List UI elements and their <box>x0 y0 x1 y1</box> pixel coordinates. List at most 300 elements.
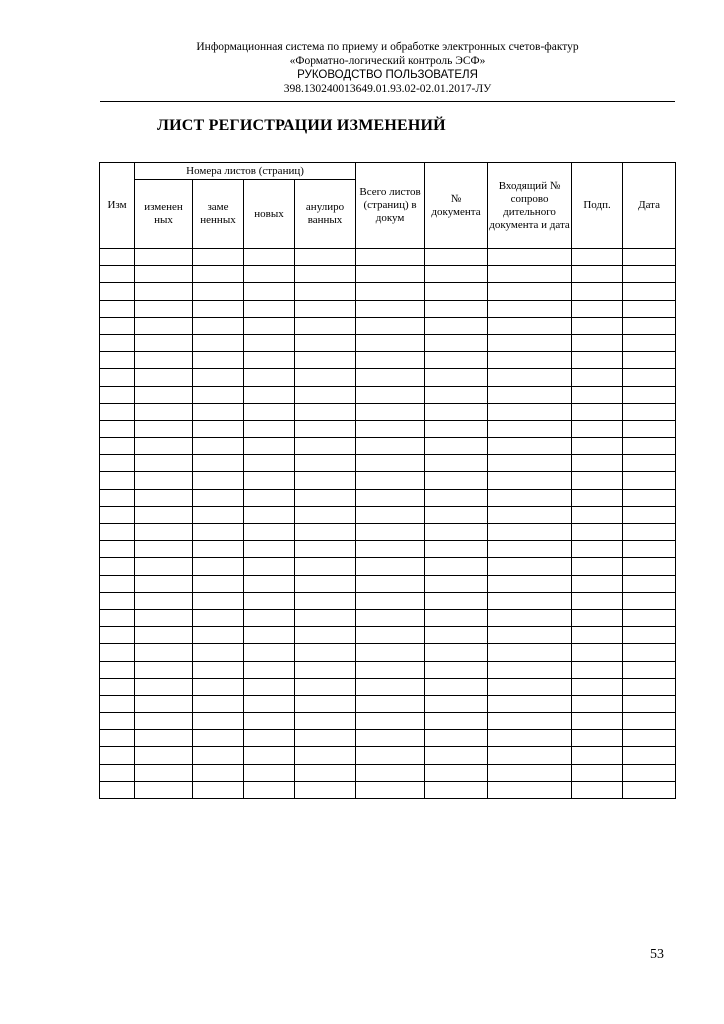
table-cell <box>193 695 244 712</box>
table-cell <box>488 541 572 558</box>
table-cell <box>244 695 295 712</box>
table-cell <box>623 678 676 695</box>
table-cell <box>295 609 356 626</box>
table-row <box>100 403 676 420</box>
table-row <box>100 300 676 317</box>
table-cell <box>295 369 356 386</box>
table-cell <box>193 403 244 420</box>
table-cell <box>356 249 425 266</box>
table-cell <box>488 747 572 764</box>
table-cell <box>244 558 295 575</box>
table-cell <box>295 283 356 300</box>
table-cell <box>425 524 488 541</box>
table-cell <box>623 747 676 764</box>
table-cell <box>356 352 425 369</box>
table-cell <box>193 455 244 472</box>
table-cell <box>623 420 676 437</box>
table-row <box>100 627 676 644</box>
table-cell <box>572 369 623 386</box>
table-cell <box>135 781 193 798</box>
table-row <box>100 558 676 575</box>
table-cell <box>100 438 135 455</box>
table-cell <box>135 678 193 695</box>
table-cell <box>135 300 193 317</box>
table-cell <box>425 609 488 626</box>
table-cell <box>488 558 572 575</box>
table-row <box>100 249 676 266</box>
table-cell <box>295 472 356 489</box>
table-cell <box>295 524 356 541</box>
table-cell <box>244 438 295 455</box>
table-cell <box>425 283 488 300</box>
table-cell <box>623 781 676 798</box>
table-cell <box>572 730 623 747</box>
table-row <box>100 713 676 730</box>
table-cell <box>623 283 676 300</box>
table-cell <box>193 420 244 437</box>
table-cell <box>572 644 623 661</box>
table-cell <box>623 266 676 283</box>
table-cell <box>425 747 488 764</box>
table-cell <box>135 438 193 455</box>
table-cell <box>488 661 572 678</box>
table-cell <box>100 575 135 592</box>
table-cell <box>100 609 135 626</box>
table-cell <box>623 730 676 747</box>
table-row <box>100 455 676 472</box>
table-cell <box>356 575 425 592</box>
table-cell <box>425 695 488 712</box>
table-cell <box>244 644 295 661</box>
table-cell <box>488 249 572 266</box>
table-cell <box>135 558 193 575</box>
table-cell <box>295 438 356 455</box>
table-cell <box>623 300 676 317</box>
table-cell <box>425 386 488 403</box>
table-cell <box>425 403 488 420</box>
table-cell <box>488 300 572 317</box>
table-cell <box>295 266 356 283</box>
table-cell <box>193 438 244 455</box>
table-cell <box>623 249 676 266</box>
table-row <box>100 489 676 506</box>
table-cell <box>100 283 135 300</box>
table-cell <box>572 472 623 489</box>
col-header-document-number: № документа <box>425 163 488 249</box>
table-cell <box>356 678 425 695</box>
table-cell <box>295 541 356 558</box>
table-cell <box>295 644 356 661</box>
table-cell <box>572 249 623 266</box>
table-row <box>100 747 676 764</box>
table-cell <box>488 781 572 798</box>
table-cell <box>193 266 244 283</box>
change-registration-table <box>99 162 676 799</box>
table-cell <box>135 764 193 781</box>
table-cell <box>193 317 244 334</box>
table-cell <box>425 558 488 575</box>
table-cell <box>356 713 425 730</box>
table-cell <box>356 609 425 626</box>
table-cell <box>295 575 356 592</box>
table-cell <box>488 369 572 386</box>
table-row <box>100 764 676 781</box>
table-cell <box>135 386 193 403</box>
table-cell <box>356 506 425 523</box>
table-cell <box>425 661 488 678</box>
table-cell <box>623 524 676 541</box>
table-row <box>100 266 676 283</box>
table-cell <box>100 541 135 558</box>
table-cell <box>356 334 425 351</box>
page-title: ЛИСТ РЕГИСТРАЦИИ ИЗМЕНЕНИЙ <box>157 117 446 134</box>
table-cell <box>100 300 135 317</box>
table-cell <box>193 558 244 575</box>
table-cell <box>244 300 295 317</box>
table-cell <box>100 352 135 369</box>
table-cell <box>356 524 425 541</box>
page-number: 53 <box>650 947 664 962</box>
table-cell <box>572 678 623 695</box>
table-cell <box>135 644 193 661</box>
table-cell <box>572 524 623 541</box>
table-cell <box>488 609 572 626</box>
table-cell <box>244 369 295 386</box>
table-cell <box>100 558 135 575</box>
table-cell <box>100 317 135 334</box>
table-cell <box>244 420 295 437</box>
table-cell <box>356 472 425 489</box>
table-cell <box>425 369 488 386</box>
col-header-changed: изменен ных <box>135 180 193 249</box>
table-cell <box>623 489 676 506</box>
table-cell <box>488 317 572 334</box>
table-cell <box>295 695 356 712</box>
table-cell <box>100 369 135 386</box>
table-row <box>100 592 676 609</box>
table-cell <box>623 334 676 351</box>
table-cell <box>295 386 356 403</box>
table-cell <box>244 541 295 558</box>
table-cell <box>488 386 572 403</box>
table-cell <box>135 661 193 678</box>
table-cell <box>244 352 295 369</box>
table-cell <box>244 403 295 420</box>
table-cell <box>100 713 135 730</box>
table-cell <box>135 249 193 266</box>
table-row <box>100 575 676 592</box>
table-cell <box>100 627 135 644</box>
table-cell <box>572 541 623 558</box>
table-cell <box>488 472 572 489</box>
table-cell <box>572 575 623 592</box>
table-cell <box>623 541 676 558</box>
table-cell <box>135 592 193 609</box>
table-cell <box>135 403 193 420</box>
table-cell <box>100 403 135 420</box>
table-cell <box>356 266 425 283</box>
table-cell <box>356 455 425 472</box>
table-cell <box>425 300 488 317</box>
table-cell <box>356 386 425 403</box>
table-cell <box>295 661 356 678</box>
table-cell <box>488 678 572 695</box>
table-cell <box>295 558 356 575</box>
table-cell <box>193 541 244 558</box>
table-cell <box>244 747 295 764</box>
table-cell <box>295 506 356 523</box>
table-cell <box>572 352 623 369</box>
col-header-annulled: анулиро ванных <box>295 180 356 249</box>
table-cell <box>425 420 488 437</box>
table-cell <box>135 541 193 558</box>
table-cell <box>135 524 193 541</box>
table-body <box>100 249 676 799</box>
table-cell <box>135 489 193 506</box>
table-cell <box>193 472 244 489</box>
table-row <box>100 609 676 626</box>
table-row <box>100 644 676 661</box>
table-cell <box>356 747 425 764</box>
table-cell <box>295 352 356 369</box>
table-cell <box>295 713 356 730</box>
table-cell <box>488 352 572 369</box>
table-row <box>100 369 676 386</box>
header-subsystem-name: «Форматно-логический контроль ЭСФ» <box>289 55 486 67</box>
table-cell <box>193 575 244 592</box>
table-cell <box>193 730 244 747</box>
table-cell <box>135 506 193 523</box>
table-row <box>100 506 676 523</box>
table-cell <box>244 524 295 541</box>
table-cell <box>193 524 244 541</box>
table-cell <box>623 609 676 626</box>
table-cell <box>100 661 135 678</box>
table-cell <box>488 403 572 420</box>
table-cell <box>572 558 623 575</box>
table-cell <box>356 558 425 575</box>
table-cell <box>193 781 244 798</box>
table-cell <box>100 678 135 695</box>
table-cell <box>295 781 356 798</box>
table-cell <box>488 266 572 283</box>
table-cell <box>623 644 676 661</box>
table-cell <box>100 506 135 523</box>
table-cell <box>356 661 425 678</box>
table-cell <box>135 352 193 369</box>
table-cell <box>572 334 623 351</box>
table-cell <box>193 644 244 661</box>
table-cell <box>244 627 295 644</box>
table-cell <box>295 747 356 764</box>
table-cell <box>356 592 425 609</box>
table-cell <box>623 575 676 592</box>
table-cell <box>572 506 623 523</box>
table-cell <box>295 249 356 266</box>
table-cell <box>572 747 623 764</box>
table-cell <box>100 695 135 712</box>
table-cell <box>244 317 295 334</box>
table-cell <box>100 644 135 661</box>
table-row <box>100 386 676 403</box>
table-cell <box>135 283 193 300</box>
table-cell <box>488 627 572 644</box>
table-row <box>100 334 676 351</box>
table-cell <box>623 661 676 678</box>
table-cell <box>193 352 244 369</box>
table-row <box>100 781 676 798</box>
table-cell <box>623 558 676 575</box>
table-cell <box>244 266 295 283</box>
table-cell <box>623 627 676 644</box>
table-row <box>100 695 676 712</box>
table-cell <box>244 592 295 609</box>
table-cell <box>100 420 135 437</box>
table-cell <box>356 644 425 661</box>
table-cell <box>572 781 623 798</box>
table-cell <box>488 524 572 541</box>
table-cell <box>295 403 356 420</box>
table-cell <box>425 644 488 661</box>
table-cell <box>425 627 488 644</box>
table-cell <box>295 592 356 609</box>
table-cell <box>488 455 572 472</box>
table-row <box>100 317 676 334</box>
table-cell <box>572 266 623 283</box>
table-cell <box>100 781 135 798</box>
table-cell <box>488 575 572 592</box>
table-cell <box>100 266 135 283</box>
table-cell <box>488 334 572 351</box>
table-cell <box>244 283 295 300</box>
table-cell <box>623 695 676 712</box>
table-cell <box>572 438 623 455</box>
table-row <box>100 283 676 300</box>
table-cell <box>356 695 425 712</box>
header-system-name: Информационная система по приему и обработке электронных счетов-фактур <box>196 41 579 53</box>
table-cell <box>356 420 425 437</box>
table-cell <box>623 369 676 386</box>
table-cell <box>572 317 623 334</box>
table-cell <box>425 678 488 695</box>
table-cell <box>356 283 425 300</box>
table-cell <box>356 489 425 506</box>
table-cell <box>623 472 676 489</box>
table-cell <box>193 609 244 626</box>
table-cell <box>100 524 135 541</box>
table-cell <box>135 420 193 437</box>
table-cell <box>193 747 244 764</box>
table-cell <box>244 489 295 506</box>
table-cell <box>193 300 244 317</box>
table-cell <box>572 489 623 506</box>
table-cell <box>572 386 623 403</box>
table-cell <box>244 472 295 489</box>
table-cell <box>193 283 244 300</box>
table-cell <box>488 489 572 506</box>
table-cell <box>193 592 244 609</box>
table-cell <box>425 472 488 489</box>
table-cell <box>425 266 488 283</box>
table-row <box>100 524 676 541</box>
table-cell <box>572 403 623 420</box>
table-cell <box>295 455 356 472</box>
col-header-replaced: заме ненных <box>193 180 244 249</box>
table-cell <box>488 695 572 712</box>
table-cell <box>244 781 295 798</box>
table-cell <box>135 713 193 730</box>
table-cell <box>572 300 623 317</box>
table-cell <box>572 455 623 472</box>
table-cell <box>135 609 193 626</box>
table-cell <box>244 506 295 523</box>
table-cell <box>356 300 425 317</box>
document-header <box>100 40 675 96</box>
table-cell <box>193 489 244 506</box>
table-cell <box>193 249 244 266</box>
table-cell <box>193 506 244 523</box>
table-cell <box>135 266 193 283</box>
table-row <box>100 541 676 558</box>
table-cell <box>356 730 425 747</box>
table-cell <box>572 713 623 730</box>
table-cell <box>356 317 425 334</box>
table-cell <box>488 438 572 455</box>
table-cell <box>244 764 295 781</box>
table-cell <box>572 283 623 300</box>
table-cell <box>193 678 244 695</box>
table-cell <box>425 781 488 798</box>
table-cell <box>623 438 676 455</box>
table-cell <box>623 713 676 730</box>
table-cell <box>244 386 295 403</box>
table-cell <box>623 592 676 609</box>
table-cell <box>135 317 193 334</box>
table-cell <box>135 472 193 489</box>
table-cell <box>244 661 295 678</box>
table-cell <box>100 747 135 764</box>
col-header-signature: Подп. <box>572 163 623 249</box>
table-cell <box>572 661 623 678</box>
table-cell <box>135 575 193 592</box>
table-cell <box>244 678 295 695</box>
table-cell <box>244 249 295 266</box>
table-cell <box>488 730 572 747</box>
table-cell <box>425 541 488 558</box>
table-cell <box>295 730 356 747</box>
table-cell <box>100 334 135 351</box>
table-cell <box>488 592 572 609</box>
table-cell <box>100 592 135 609</box>
table-cell <box>244 455 295 472</box>
table-cell <box>295 420 356 437</box>
table-cell <box>193 386 244 403</box>
table-cell <box>425 713 488 730</box>
table-cell <box>244 609 295 626</box>
table-cell <box>572 627 623 644</box>
table-cell <box>425 575 488 592</box>
table-row <box>100 420 676 437</box>
table-cell <box>623 317 676 334</box>
table-row <box>100 438 676 455</box>
table-cell <box>572 609 623 626</box>
header-divider <box>100 101 675 102</box>
col-header-izm: Изм <box>100 163 135 249</box>
table-cell <box>572 764 623 781</box>
table-cell <box>425 334 488 351</box>
col-header-total-sheets: Всего листов (страниц) в докум <box>356 163 425 249</box>
table-cell <box>100 249 135 266</box>
